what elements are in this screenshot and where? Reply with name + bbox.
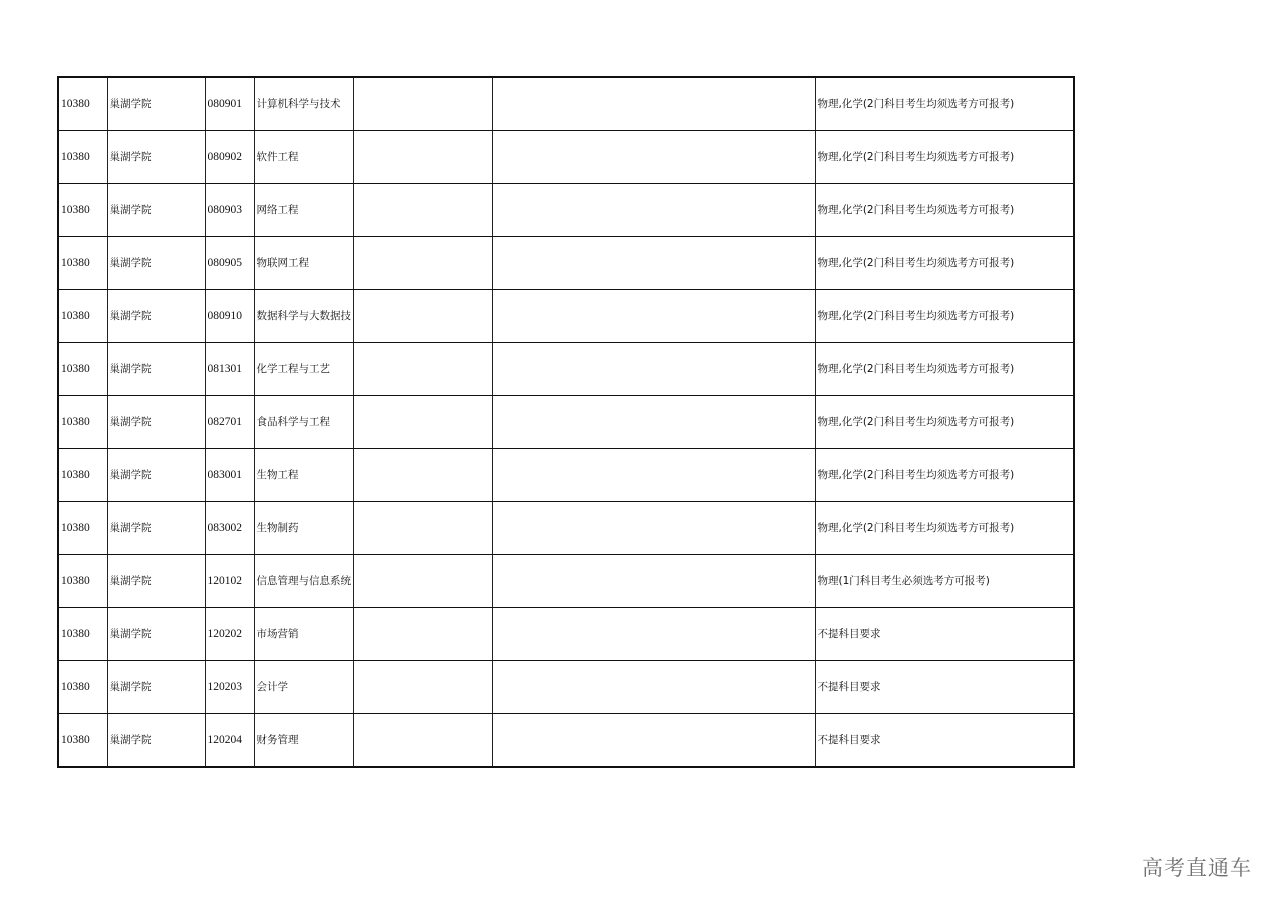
empty-cell <box>492 290 815 343</box>
table-row <box>58 555 1074 608</box>
major-code-cell: 080901 <box>205 77 254 131</box>
major-code-cell: 082701 <box>205 396 254 449</box>
school-name-cell: 巢湖学院 <box>107 555 205 608</box>
school-name-cell: 巢湖学院 <box>107 396 205 449</box>
school-code-cell: 10380 <box>58 661 107 714</box>
empty-cell <box>353 77 492 131</box>
subject-requirement-cell: 物理,化学(2门科目考生均须选考方可报考) <box>815 502 1074 555</box>
major-name-cell: 生物制药 <box>254 502 353 555</box>
school-name-cell: 巢湖学院 <box>107 131 205 184</box>
school-code-cell: 10380 <box>58 77 107 131</box>
subject-requirement-cell: 物理,化学(2门科目考生均须选考方可报考) <box>815 77 1074 131</box>
table-row <box>58 131 1074 184</box>
school-name-cell: 巢湖学院 <box>107 237 205 290</box>
empty-cell <box>353 608 492 661</box>
subject-requirement-cell: 物理,化学(2门科目考生均须选考方可报考) <box>815 184 1074 237</box>
table-row <box>58 396 1074 449</box>
major-name-cell: 财务管理 <box>254 714 353 768</box>
empty-cell <box>492 77 815 131</box>
empty-cell <box>492 449 815 502</box>
major-code-cell: 083001 <box>205 449 254 502</box>
school-code-cell: 10380 <box>58 184 107 237</box>
empty-cell <box>353 396 492 449</box>
major-name-cell: 物联网工程 <box>254 237 353 290</box>
major-code-cell: 120102 <box>205 555 254 608</box>
major-name-cell: 化学工程与工艺 <box>254 343 353 396</box>
table-row <box>58 77 1074 131</box>
subject-requirement-cell: 物理,化学(2门科目考生均须选考方可报考) <box>815 396 1074 449</box>
school-code-cell: 10380 <box>58 131 107 184</box>
subject-requirement-cell: 物理,化学(2门科目考生均须选考方可报考) <box>815 449 1074 502</box>
admission-requirements-table <box>57 76 1075 768</box>
major-code-cell: 081301 <box>205 343 254 396</box>
major-code-cell: 120204 <box>205 714 254 768</box>
empty-cell <box>492 237 815 290</box>
school-code-cell: 10380 <box>58 237 107 290</box>
major-name-cell: 软件工程 <box>254 131 353 184</box>
empty-cell <box>353 449 492 502</box>
major-name-cell: 计算机科学与技术 <box>254 77 353 131</box>
major-code-cell: 080903 <box>205 184 254 237</box>
subject-requirement-cell: 不提科目要求 <box>815 714 1074 768</box>
empty-cell <box>492 343 815 396</box>
major-name-cell: 食品科学与工程 <box>254 396 353 449</box>
school-name-cell: 巢湖学院 <box>107 77 205 131</box>
table-row <box>58 714 1074 768</box>
school-name-cell: 巢湖学院 <box>107 661 205 714</box>
table-body <box>58 77 1074 767</box>
school-name-cell: 巢湖学院 <box>107 714 205 768</box>
school-code-cell: 10380 <box>58 290 107 343</box>
major-code-cell: 080905 <box>205 237 254 290</box>
school-code-cell: 10380 <box>58 502 107 555</box>
major-name-cell: 网络工程 <box>254 184 353 237</box>
school-name-cell: 巢湖学院 <box>107 343 205 396</box>
empty-cell <box>492 502 815 555</box>
school-code-cell: 10380 <box>58 343 107 396</box>
major-code-cell: 083002 <box>205 502 254 555</box>
table-row <box>58 290 1074 343</box>
watermark-text: 高考直通车 <box>1142 856 1252 880</box>
table-row <box>58 237 1074 290</box>
major-name-cell: 生物工程 <box>254 449 353 502</box>
major-code-cell: 080902 <box>205 131 254 184</box>
table-row <box>58 449 1074 502</box>
major-code-cell: 080910 <box>205 290 254 343</box>
school-code-cell: 10380 <box>58 608 107 661</box>
major-code-cell: 120202 <box>205 608 254 661</box>
school-code-cell: 10380 <box>58 714 107 768</box>
empty-cell <box>492 396 815 449</box>
empty-cell <box>353 343 492 396</box>
major-name-cell: 会计学 <box>254 661 353 714</box>
subject-requirement-cell: 物理,化学(2门科目考生均须选考方可报考) <box>815 343 1074 396</box>
empty-cell <box>353 714 492 768</box>
table-row <box>58 661 1074 714</box>
empty-cell <box>353 661 492 714</box>
subject-requirement-cell: 物理,化学(2门科目考生均须选考方可报考) <box>815 131 1074 184</box>
empty-cell <box>492 714 815 768</box>
subject-requirement-cell: 物理,化学(2门科目考生均须选考方可报考) <box>815 237 1074 290</box>
school-code-cell: 10380 <box>58 449 107 502</box>
table-row <box>58 184 1074 237</box>
school-name-cell: 巢湖学院 <box>107 608 205 661</box>
empty-cell <box>353 290 492 343</box>
subject-requirement-cell: 物理(1门科目考生必须选考方可报考) <box>815 555 1074 608</box>
empty-cell <box>353 555 492 608</box>
empty-cell <box>492 555 815 608</box>
major-name-cell: 数据科学与大数据技 <box>254 290 353 343</box>
empty-cell <box>492 608 815 661</box>
subject-requirement-cell: 物理,化学(2门科目考生均须选考方可报考) <box>815 290 1074 343</box>
empty-cell <box>492 184 815 237</box>
major-name-cell: 信息管理与信息系统 <box>254 555 353 608</box>
major-code-cell: 120203 <box>205 661 254 714</box>
table-row <box>58 608 1074 661</box>
empty-cell <box>353 131 492 184</box>
subject-requirement-cell: 不提科目要求 <box>815 661 1074 714</box>
table-row <box>58 502 1074 555</box>
school-name-cell: 巢湖学院 <box>107 184 205 237</box>
empty-cell <box>492 661 815 714</box>
table-row <box>58 343 1074 396</box>
major-name-cell: 市场营销 <box>254 608 353 661</box>
empty-cell <box>353 502 492 555</box>
empty-cell <box>353 184 492 237</box>
school-name-cell: 巢湖学院 <box>107 502 205 555</box>
empty-cell <box>492 131 815 184</box>
empty-cell <box>353 237 492 290</box>
subject-requirement-cell: 不提科目要求 <box>815 608 1074 661</box>
school-name-cell: 巢湖学院 <box>107 290 205 343</box>
school-code-cell: 10380 <box>58 396 107 449</box>
school-name-cell: 巢湖学院 <box>107 449 205 502</box>
school-code-cell: 10380 <box>58 555 107 608</box>
